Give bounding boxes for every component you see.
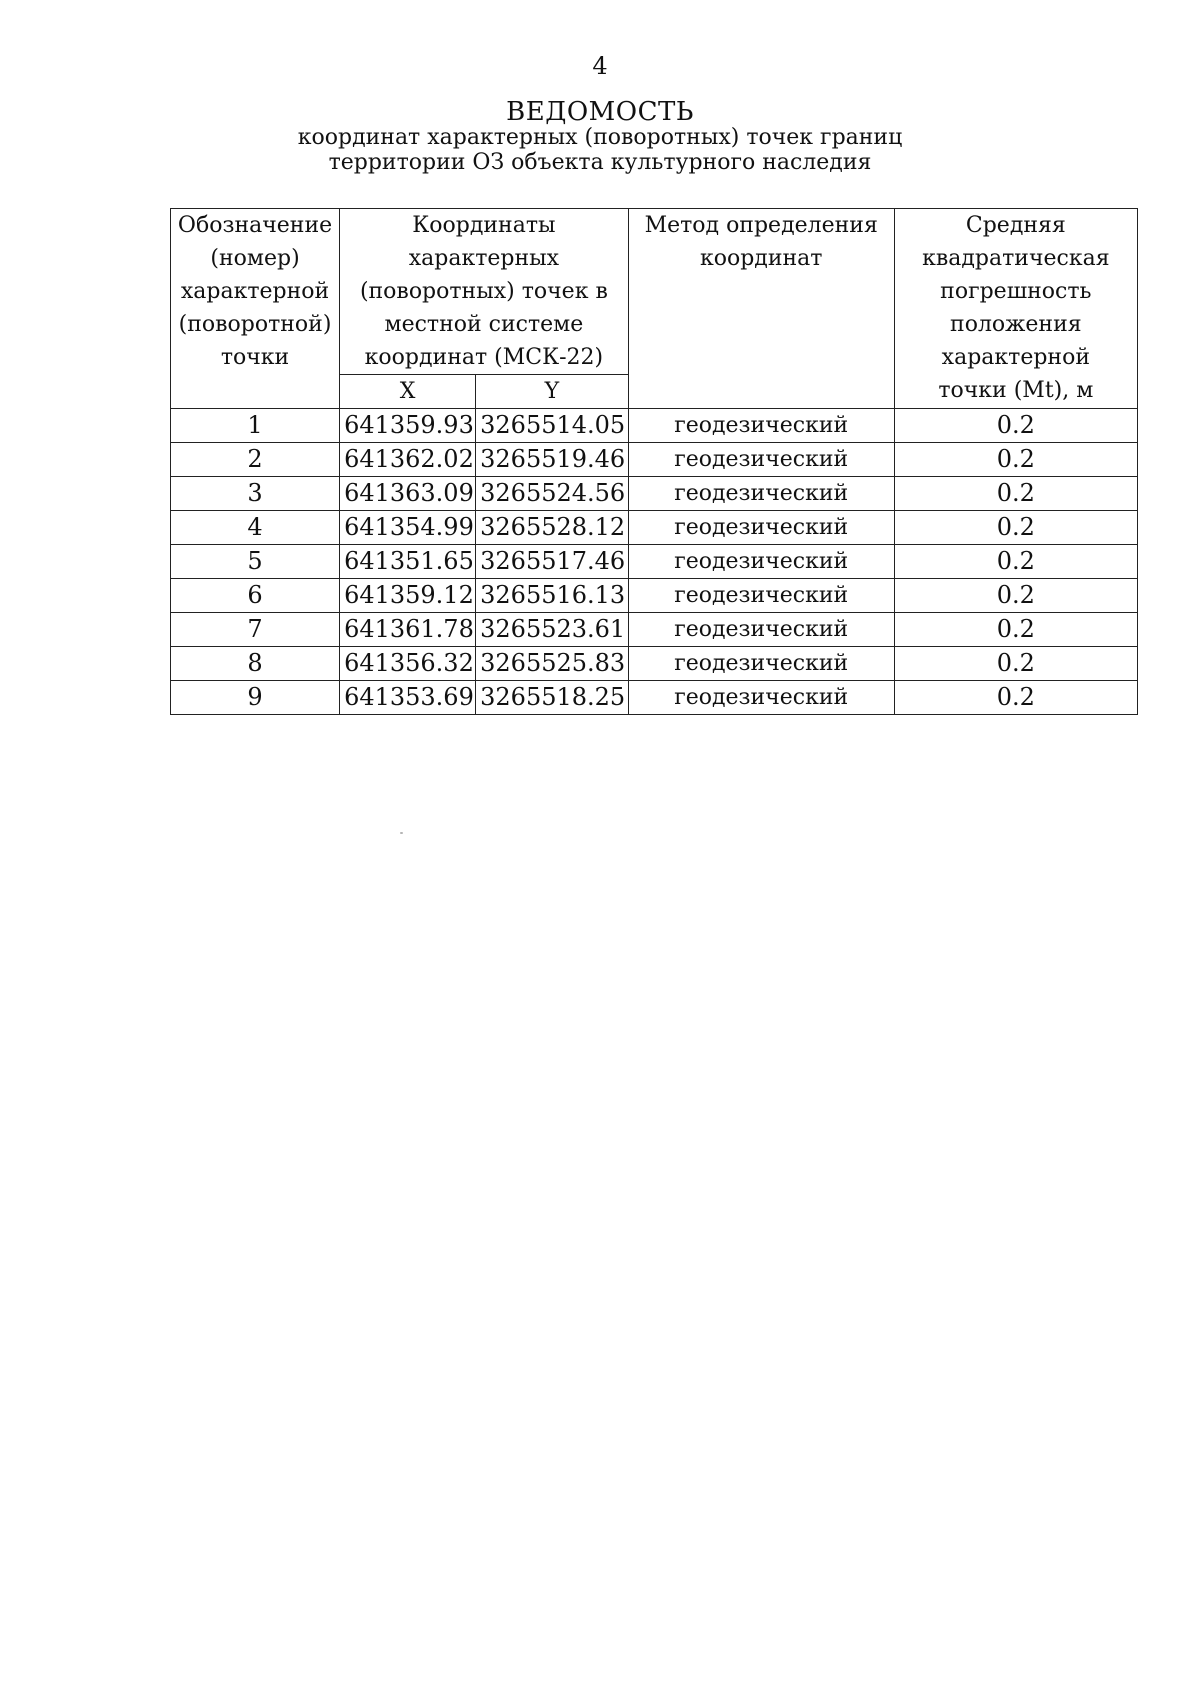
table-header-row — [171, 209, 1138, 375]
cell-point-number: 9 — [171, 681, 340, 715]
cell-mt: 0.2 — [894, 647, 1137, 681]
cell-point-number: 3 — [171, 477, 340, 511]
cell-point-number: 2 — [171, 443, 340, 477]
cell-method: геодезический — [628, 647, 894, 681]
cell-mt: 0.2 — [894, 443, 1137, 477]
cell-method: геодезический — [628, 409, 894, 443]
cell-method: геодезический — [628, 477, 894, 511]
cell-method: геодезический — [628, 681, 894, 715]
scan-speck — [400, 832, 403, 834]
table-row — [171, 477, 1138, 511]
header-x: X — [340, 375, 476, 409]
cell-method: геодезический — [628, 443, 894, 477]
header-point-number: Обозначение (номер) характерной (поворотной) точки — [171, 209, 340, 409]
table-row — [171, 681, 1138, 715]
table-row — [171, 409, 1138, 443]
header-y: Y — [476, 375, 629, 409]
cell-y: 3265523.61 — [476, 613, 629, 647]
cell-y: 3265517.46 — [476, 545, 629, 579]
header-method: Метод определения координат — [628, 209, 894, 409]
cell-y: 3265518.25 — [476, 681, 629, 715]
cell-x: 641362.02 — [340, 443, 476, 477]
cell-mt: 0.2 — [894, 477, 1137, 511]
document-subtitle-line1: координат характерных (поворотных) точек границ — [297, 125, 903, 150]
document-title-block — [0, 97, 1200, 175]
header-coordinates: Координаты характерных (поворотных) точек в местной системе координат (МСК-22) — [340, 209, 629, 375]
cell-x: 641351.65 — [340, 545, 476, 579]
cell-point-number: 1 — [171, 409, 340, 443]
page-number: 4 — [592, 52, 608, 80]
cell-mt: 0.2 — [894, 579, 1137, 613]
cell-method: геодезический — [628, 511, 894, 545]
header-mean-square-error: Средняя квадратическая погрешность положения характерной точки (Mt), м — [894, 209, 1137, 409]
table-row — [171, 647, 1138, 681]
table-row — [171, 579, 1138, 613]
cell-mt: 0.2 — [894, 613, 1137, 647]
cell-y: 3265514.05 — [476, 409, 629, 443]
cell-x: 641354.99 — [340, 511, 476, 545]
cell-x: 641363.09 — [340, 477, 476, 511]
cell-mt: 0.2 — [894, 681, 1137, 715]
table-row — [171, 511, 1138, 545]
cell-point-number: 7 — [171, 613, 340, 647]
document-title: ВЕДОМОСТЬ — [506, 97, 694, 127]
cell-point-number: 4 — [171, 511, 340, 545]
coordinates-table — [170, 208, 1138, 715]
cell-x: 641361.78 — [340, 613, 476, 647]
cell-point-number: 8 — [171, 647, 340, 681]
cell-x: 641356.32 — [340, 647, 476, 681]
table-row — [171, 613, 1138, 647]
cell-mt: 0.2 — [894, 545, 1137, 579]
cell-point-number: 5 — [171, 545, 340, 579]
cell-y: 3265525.83 — [476, 647, 629, 681]
cell-point-number: 6 — [171, 579, 340, 613]
cell-x: 641359.93 — [340, 409, 476, 443]
cell-x: 641359.12 — [340, 579, 476, 613]
table-row — [171, 443, 1138, 477]
table-row — [171, 545, 1138, 579]
cell-y: 3265519.46 — [476, 443, 629, 477]
cell-y: 3265528.12 — [476, 511, 629, 545]
cell-method: геодезический — [628, 579, 894, 613]
cell-method: геодезический — [628, 613, 894, 647]
cell-y: 3265524.56 — [476, 477, 629, 511]
cell-mt: 0.2 — [894, 409, 1137, 443]
document-subtitle-line2: территории ОЗ объекта культурного наследия — [328, 150, 872, 175]
cell-mt: 0.2 — [894, 511, 1137, 545]
cell-method: геодезический — [628, 545, 894, 579]
cell-y: 3265516.13 — [476, 579, 629, 613]
cell-x: 641353.69 — [340, 681, 476, 715]
